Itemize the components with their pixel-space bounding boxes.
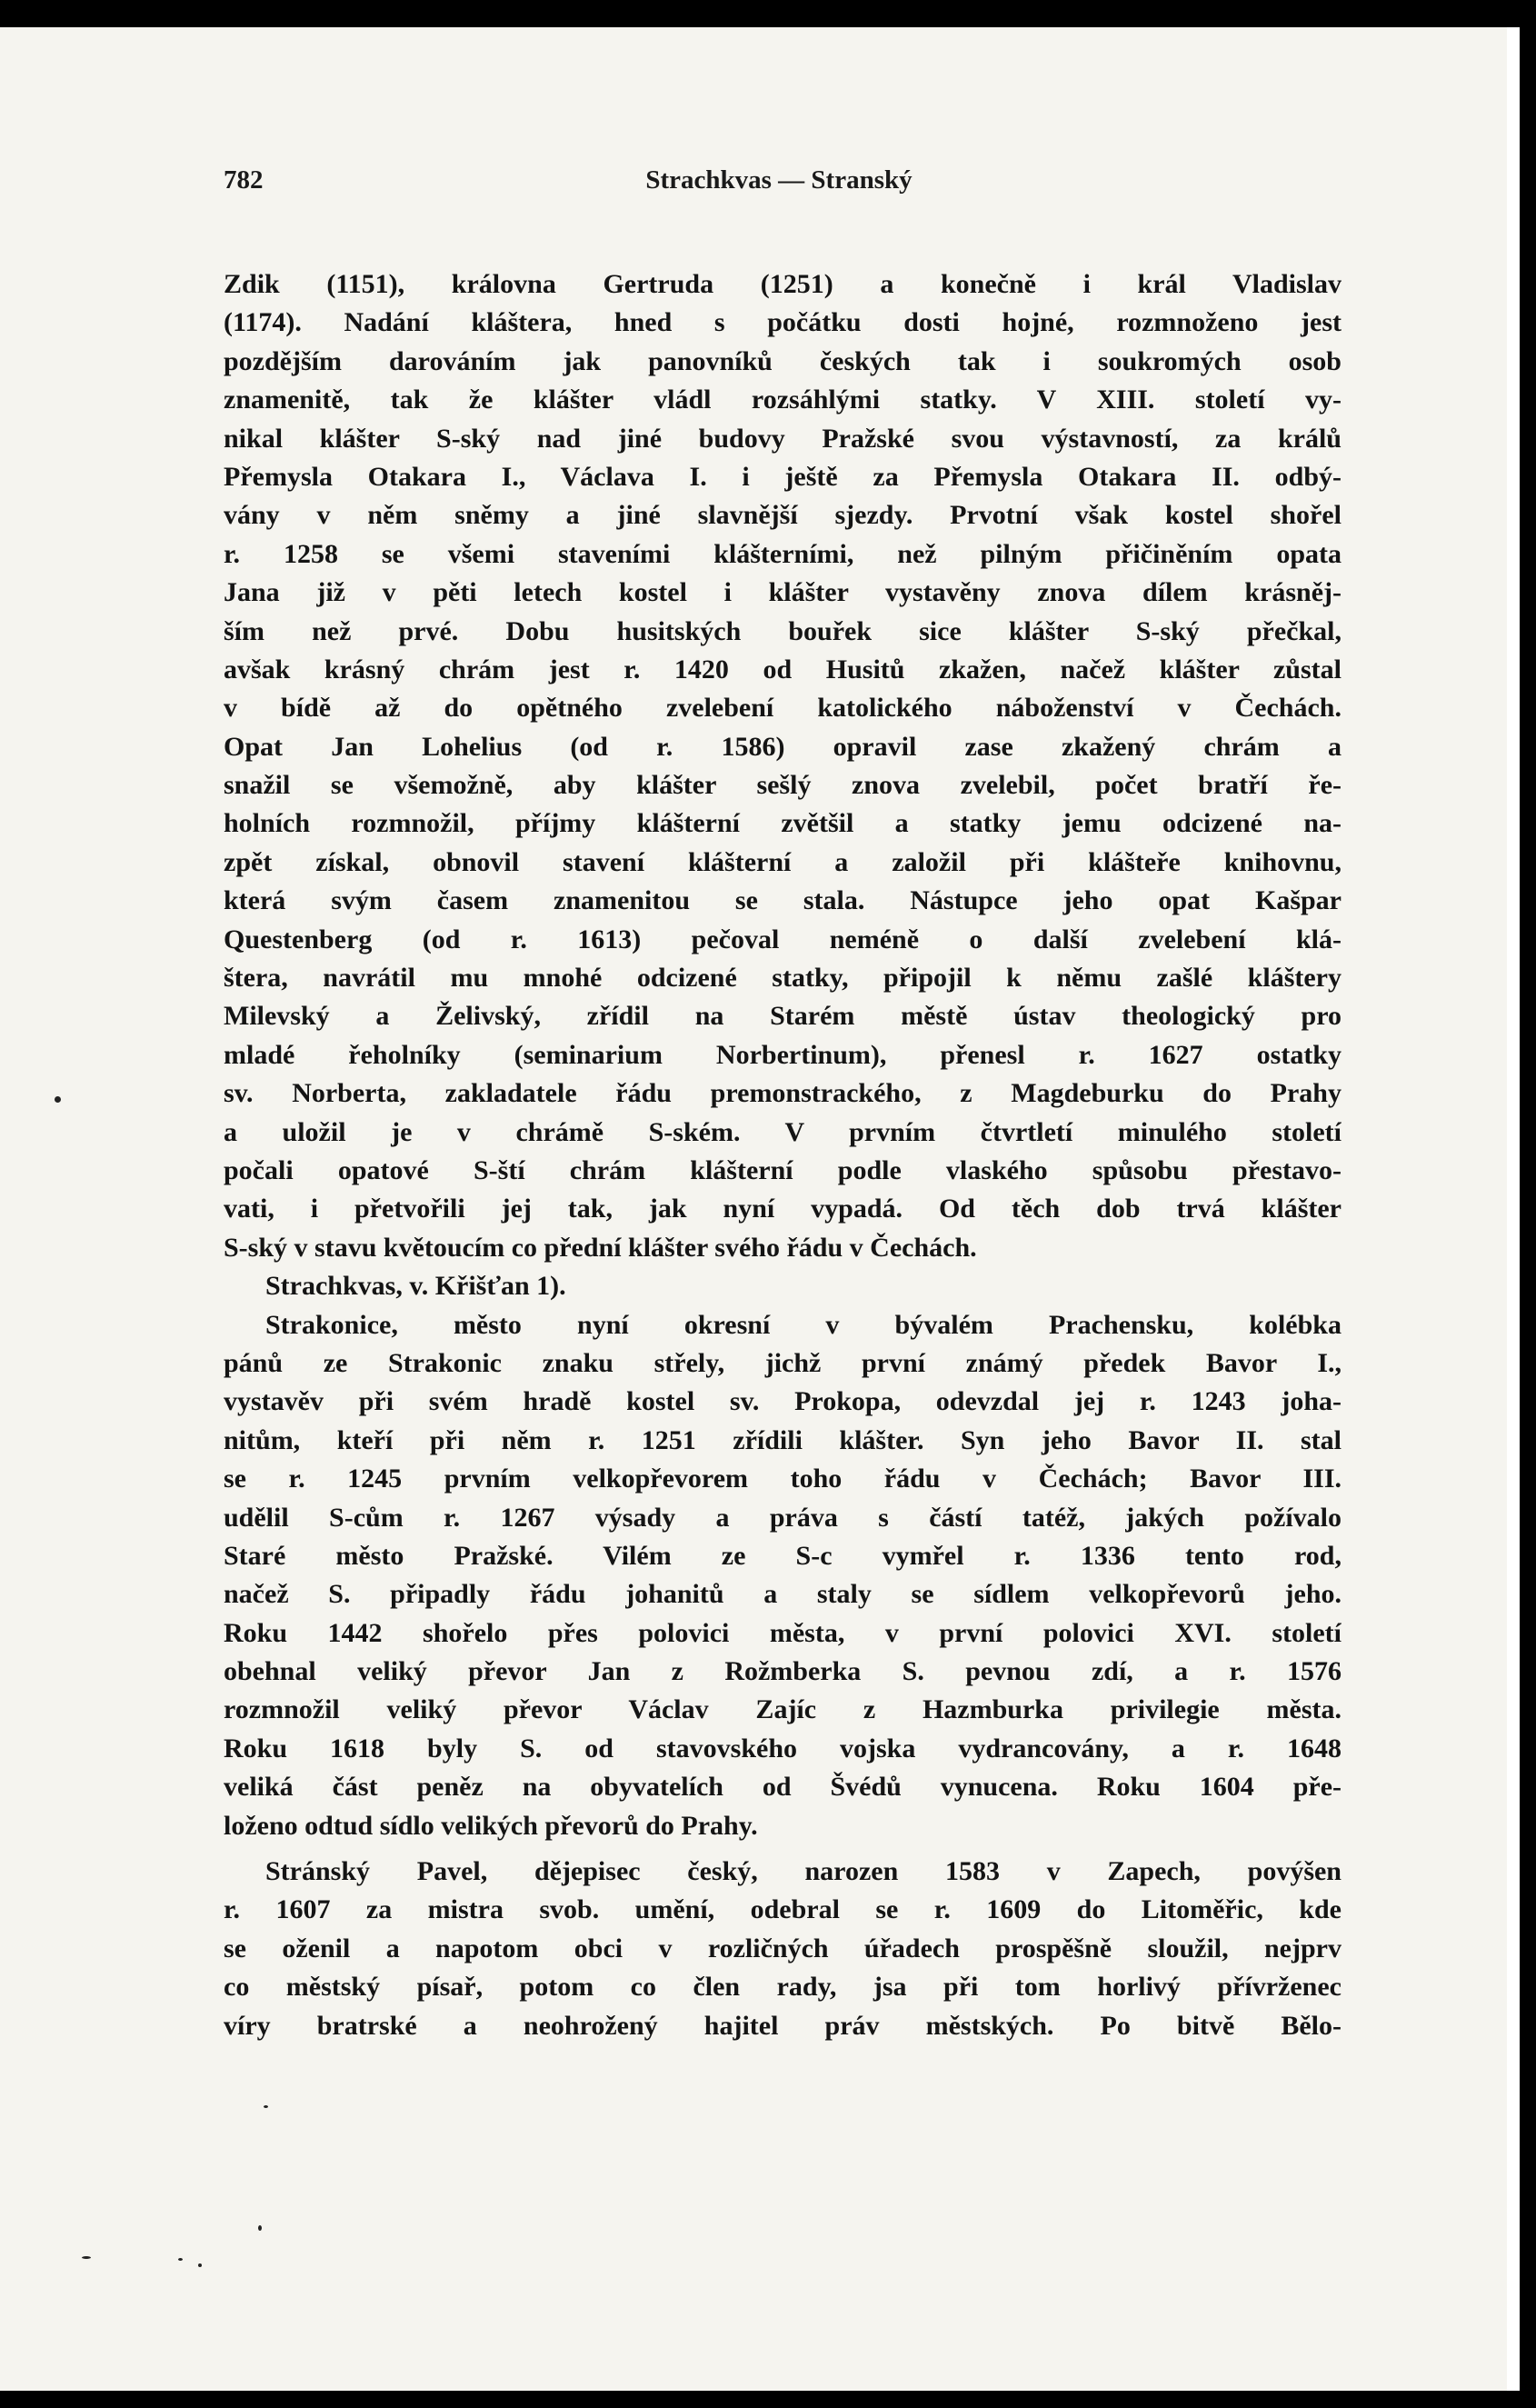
text-line: udělil S-cům r. 1267 výsady a práva s částí tatéž, jakých požívalo — [224, 1502, 1342, 1533]
text-line: vány v něm sněmy a jiné slavnější sjezdy. Prvotní však kostel shořel — [224, 500, 1342, 531]
text-line: r. 1607 za mistra svob. umění, odebral se r. 1609 do Litoměřic, kde — [224, 1894, 1342, 1925]
text-line: rozmnožil veliký převor Václav Zajíc z Hazmburka privilegie města. — [224, 1694, 1342, 1725]
text-line: Questenberg (od r. 1613) pečoval neméně o další zvelebení klá- — [224, 924, 1342, 954]
entry-stransky: Stránský Pavel, dějepisec český, narozen 1583 v Zapech, povýšen — [265, 1856, 1342, 1887]
article-text — [224, 265, 1342, 2083]
text-line: pozdějším darováním jak panovníků českých tak i soukromých osob — [224, 345, 1342, 376]
page-number: 782 — [224, 165, 264, 195]
text-line: sv. Norberta, zakladatele řádu premonstrackého, z Magdeburku do Prahy — [224, 1078, 1342, 1109]
text-line: nikal klášter S-ský nad jiné budovy Pražské svou výstavností, za králů — [224, 423, 1342, 454]
text-line: Roku 1442 shořelo přes polovici města, v první polovici XVI. století — [224, 1617, 1342, 1648]
text-line: se r. 1245 prvním velkopřevorem toho řádu v Čechách; Bavor III. — [224, 1464, 1342, 1494]
text-line: znamenitě, tak že klášter vládl rozsáhlými statky. V XIII. století vy- — [224, 385, 1342, 415]
margin-speck — [82, 2256, 91, 2259]
text-line: loženo odtud sídlo velikých převorů do Prahy. — [224, 1810, 758, 1841]
text-line: načež S. připadly řádu johanitů a staly se sídlem velkopřevorů jeho. — [224, 1579, 1342, 1610]
text-line: holních rozmnožil, příjmy klášterní zvětšil a statky jemu odcizené na- — [224, 808, 1342, 839]
text-line: Jana již v pěti letech kostel i klášter vystavěny znova dílem krásněj- — [224, 577, 1342, 608]
text-line: snažil se všemožně, aby klášter sešlý znova zvelebil, počet bratří ře- — [224, 770, 1342, 801]
text-line: mladé řeholníky (seminarium Norbertinum), přenesl r. 1627 ostatky — [224, 1039, 1342, 1070]
entry-strakonice: Strakonice, město nyní okresní v bývalém Prachensku, kolébka — [265, 1309, 1342, 1340]
text-line: nitům, kteří při něm r. 1251 zřídili klášter. Syn jeho Bavor II. stal — [224, 1424, 1342, 1455]
text-line: pánů ze Strakonic znaku střely, jichž první známý předek Bavor I., — [224, 1347, 1342, 1378]
text-line: co městský písař, potom co člen rady, jsa při tom horlivý přívrženec — [224, 1972, 1342, 2003]
text-line: a uložil je v chrámě S-ském. V prvním čtvrtletí minulého století — [224, 1116, 1342, 1147]
text-line: štera, navrátil mu mnohé odcizené statky, připojil k němu zašlé kláštery — [224, 963, 1342, 994]
margin-speck — [178, 2258, 183, 2261]
text-line: S-ský v stavu květoucím co přední klášter svého řádu v Čechách. — [224, 1232, 977, 1263]
text-line: v bídě až do opětného zvelebení katolického náboženství v Čechách. — [224, 693, 1342, 724]
text-line: Staré město Pražské. Vilém ze S-c vymřel r. 1336 tento rod, — [224, 1540, 1342, 1571]
text-line: r. 1258 se všemi staveními klášterními, než pilným přičiněním opata — [224, 538, 1342, 569]
text-line: avšak krásný chrám jest r. 1420 od Husitů zkažen, načež klášter zůstal — [224, 654, 1342, 684]
margin-speck — [264, 2105, 268, 2108]
margin-speck — [198, 2263, 202, 2267]
text-line: Milevský a Želivský, zřídil na Starém městě ústav theologický pro — [224, 1001, 1342, 1032]
text-line: Přemysla Otakara I., Václava I. i ještě za Přemysla Otakara II. odbý- — [224, 461, 1342, 492]
text-line: (1174). Nadání kláštera, hned s počátku dosti hojné, rozmnoženo jest — [224, 307, 1342, 338]
page-edge — [1507, 27, 1520, 2391]
text-line: Roku 1618 byly S. od stavovského vojska vydrancovány, a r. 1648 — [224, 1733, 1342, 1764]
text-line: ším než prvé. Dobu husitských bouřek sice klášter S-ský přečkal, — [224, 615, 1342, 646]
text-line: Zdik (1151), královna Gertruda (1251) a konečně i král Vladislav — [224, 269, 1342, 299]
text-line: vati, i přetvořili jej tak, jak nyní vypadá. Od těch dob trvá klášter — [224, 1194, 1342, 1224]
text-line: Opat Jan Lohelius (od r. 1586) opravil zase zkažený chrám a — [224, 731, 1342, 762]
text-line: obehnal veliký převor Jan z Rožmberka S. pevnou zdí, a r. 1576 — [224, 1656, 1342, 1687]
text-line: která svým časem znamenitou se stala. Nástupce jeho opat Kašpar — [224, 885, 1342, 916]
entry-strachkvas: Strachkvas, v. Křišťan 1). — [265, 1271, 566, 1302]
page-header — [224, 165, 1334, 220]
margin-speck — [258, 2225, 262, 2231]
margin-speck — [55, 1096, 61, 1103]
text-line: víry bratrské a neohrožený hajitel práv městských. Po bitvě Bělo- — [224, 2010, 1342, 2041]
text-line: se oženil a napotom obci v rozličných úřadech prospěšně sloužil, nejprv — [224, 1933, 1342, 1963]
running-title: Strachkvas — Stranský — [645, 165, 913, 195]
text-line: vystavěv při svém hradě kostel sv. Prokopa, odevzdal jej r. 1243 joha- — [224, 1386, 1342, 1417]
text-line: veliká část peněz na obyvatelích od Švédů vynucena. Roku 1604 pře- — [224, 1772, 1342, 1803]
text-line: počali opatové S-ští chrám klášterní podle vlaského spůsobu přestavo- — [224, 1154, 1342, 1185]
text-line: zpět získal, obnovil stavení klášterní a založil při klášteře knihovnu, — [224, 846, 1342, 877]
text-line — [224, 2045, 1342, 2083]
